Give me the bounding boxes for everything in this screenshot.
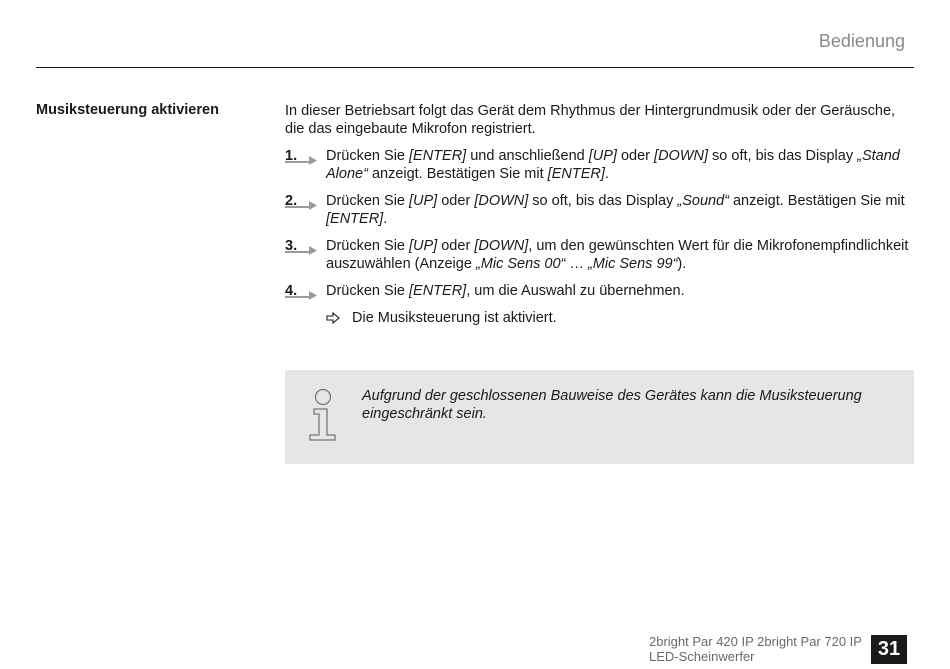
key-label: [DOWN] (474, 193, 529, 209)
footer-product-type: LED-Scheinwerfer (649, 649, 755, 664)
instruction-step (285, 147, 915, 183)
step-number: 1. (285, 148, 298, 164)
display-label: „Mic Sens 99“ (587, 256, 678, 272)
info-note (285, 370, 914, 464)
intro-paragraph: In dieser Betriebsart folgt das Gerät dem Rhythmus der Hintergrundmusik oder der Geräusche, die das eingebaute Mikrofon registriert. (285, 103, 896, 137)
step-number-marker (285, 192, 319, 210)
display-label: „Mic Sens 00“ (475, 256, 566, 272)
result-arrow-icon (326, 312, 340, 324)
page-number: 31 (871, 635, 907, 664)
footer-product-name (649, 634, 869, 664)
note-text: Aufgrund der geschlossenen Bauweise des Gerätes kann die Musiksteuerung eingeschränkt sein. (362, 388, 862, 422)
display-label: „Stand Alone“ (326, 148, 900, 182)
footer-product-line: 2bright Par 420 IP 2bright Par 720 IP (649, 634, 862, 649)
instruction-step (285, 237, 915, 273)
key-label: [UP] (409, 193, 438, 209)
step-text: Drücken Sie [UP] oder [DOWN] so oft, bis das Display „Sound“ anzeigt. Bestätigen Sie mit [ENTER]. (326, 193, 905, 227)
key-label: [ENTER] (326, 211, 384, 227)
key-label: [ENTER] (547, 166, 605, 182)
key-label: [DOWN] (474, 238, 529, 254)
info-icon (306, 387, 340, 443)
step-number: 3. (285, 238, 298, 254)
step-result (285, 309, 915, 327)
step-number: 4. (285, 283, 298, 299)
step-number: 2. (285, 193, 298, 209)
page-header-title: Bedienung (818, 31, 905, 51)
instruction-step (285, 192, 915, 228)
instruction-step (285, 282, 915, 300)
step-text: Drücken Sie [ENTER], um die Auswahl zu übernehmen. (326, 283, 685, 299)
key-label: [DOWN] (654, 148, 709, 164)
display-label: „Sound“ (677, 193, 729, 209)
key-label: [ENTER] (409, 148, 467, 164)
step-number-marker (285, 147, 319, 165)
step-number-marker (285, 282, 319, 300)
header-divider (36, 67, 914, 68)
result-text: Die Musiksteuerung ist aktiviert. (352, 310, 557, 326)
step-text: Drücken Sie [UP] oder [DOWN], um den gewünschten Wert für die Mikrofonempfindlichkeit auszuwählen (Anzeige „Mic Sens 00“ … „Mic Sens 99“). (326, 238, 909, 272)
section-heading: Musiksteuerung aktivieren (36, 102, 219, 118)
step-text: Drücken Sie [ENTER] und anschließend [UP] oder [DOWN] so oft, bis das Display „Stand Alone“ anzeigt. Bestätigen Sie mit [ENTER]. (326, 148, 900, 182)
main-content (285, 102, 915, 327)
key-label: [UP] (409, 238, 438, 254)
key-label: [UP] (588, 148, 617, 164)
key-label: [ENTER] (409, 283, 467, 299)
step-number-marker (285, 237, 319, 255)
